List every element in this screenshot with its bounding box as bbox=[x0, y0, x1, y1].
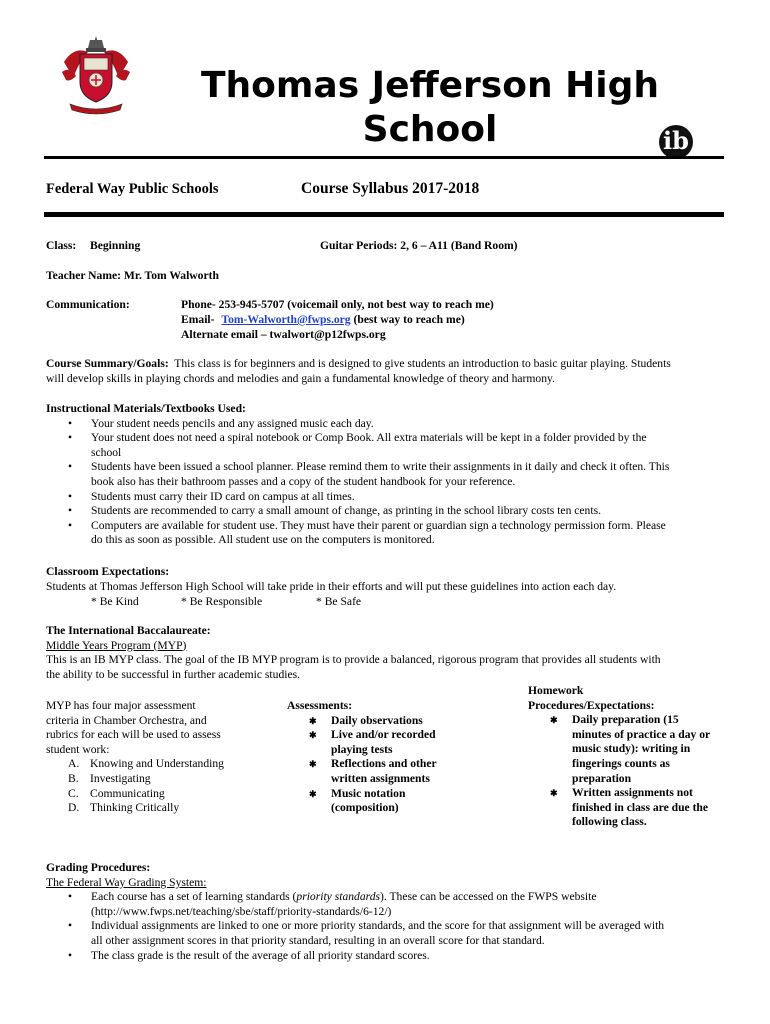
list-item: • Students must carry their ID card on campus at all times. bbox=[68, 489, 355, 503]
course-summary bbox=[46, 357, 736, 386]
star-bullet-icon: ✱ bbox=[309, 730, 317, 741]
list-item: ✱ Music notation (composition) bbox=[309, 786, 406, 815]
bullet-icon: • bbox=[68, 504, 73, 518]
teacher-name: Teacher Name: Mr. Tom Walworth bbox=[46, 269, 219, 282]
page-title-line1: Thomas Jefferson High bbox=[200, 65, 659, 106]
bullet-icon: • bbox=[68, 948, 73, 962]
grading-list bbox=[46, 890, 746, 963]
header-rule-top bbox=[44, 156, 724, 159]
bullet-icon: • bbox=[68, 460, 73, 474]
email-link[interactable]: Tom-Walworth@fwps.org bbox=[221, 313, 351, 326]
list-item: • Computers are available for student use. They must have their parent or guardian sign a technology permission form. Please do this as soon as possible. All student use on the computers is monitored. bbox=[68, 518, 666, 547]
grading-section bbox=[46, 861, 746, 963]
bullet-icon: • bbox=[68, 489, 73, 503]
list-item: ✱ Written assignments not finished in class are due the following class. bbox=[550, 786, 709, 829]
bullet-icon: • bbox=[68, 890, 73, 904]
classroom-line: Students at Thomas Jefferson High School will take pride in their efforts and will put these guidelines into action each day. bbox=[46, 579, 617, 593]
ib-line1: This is an IB MYP class. The goal of the IB MYP program is to provide a balanced, rigorous program that provides all students with bbox=[46, 653, 661, 667]
homework-list bbox=[528, 713, 748, 830]
materials-section bbox=[46, 402, 736, 548]
list-item: • Your student does not need a spiral notebook or Comp Book. All extra materials will be kept in a folder provided by the school bbox=[68, 431, 647, 459]
ib-section bbox=[46, 624, 746, 682]
ib-logo-text: ib bbox=[663, 126, 689, 155]
grading-subheading: The Federal Way Grading System: bbox=[46, 875, 207, 889]
list-item: ✱ Daily observations bbox=[309, 713, 423, 727]
list-item: A. Knowing and Understanding bbox=[68, 757, 224, 771]
communication-email bbox=[181, 313, 465, 328]
list-item: • Each course has a set of learning standards (priority standards). These can be accessed on the FWPS website (http://www.fwps.net/teaching/sbe/staff/priority-standards/6-12/) bbox=[68, 890, 597, 918]
star-bullet-icon: ✱ bbox=[550, 715, 558, 726]
page-title bbox=[160, 64, 700, 152]
homework-heading-line2: Procedures/Expectations: bbox=[528, 698, 655, 712]
email-label: Email- bbox=[181, 313, 215, 326]
list-item: ✱ Reflections and other written assignments bbox=[309, 757, 437, 785]
header-rule-bottom bbox=[44, 212, 724, 217]
classroom-section bbox=[46, 565, 736, 594]
assessments-column bbox=[287, 699, 487, 816]
star-bullet-icon: ✱ bbox=[309, 715, 317, 726]
homework-heading-line1: Homework bbox=[528, 684, 584, 697]
list-item: C. Communicating bbox=[68, 786, 165, 800]
list-item: B. Investigating bbox=[68, 771, 151, 785]
materials-heading: Instructional Materials/Textbooks Used: bbox=[46, 402, 246, 415]
ib-heading: The International Baccalaureate: bbox=[46, 624, 211, 637]
bullet-icon: • bbox=[68, 416, 73, 430]
page-title-line2: School bbox=[362, 109, 498, 150]
homework-column bbox=[528, 684, 748, 830]
list-item: • Individual assignments are linked to one or more priority standards, and the score for that assignment will be averaged with all other assignment scores in that priority standard, resulting in an overall score for that standard. bbox=[68, 919, 665, 947]
list-item: ✱ Live and/or recorded playing tests bbox=[309, 728, 436, 756]
list-item: • Your student needs pencils and any assigned music each day. bbox=[68, 416, 374, 430]
class-periods: Guitar Periods: 2, 6 – A11 (Band Room) bbox=[320, 239, 518, 252]
list-item: • Students have been issued a school planner. Please remind them to write their assignments in it daily and check it often. This book also has their bathroom passes and a copy of the student handbook for your reference. bbox=[68, 460, 670, 488]
list-item: • Students are recommended to carry a small amount of change, as printing in the school library costs ten cents. bbox=[68, 504, 601, 518]
star-bullet-icon: ✱ bbox=[550, 788, 558, 799]
list-item: ✱ Daily preparation (15 minutes of practice a day or music study): writing in fingerings counts as preparation bbox=[550, 713, 711, 785]
class-label: Class: bbox=[46, 239, 77, 252]
myp-criteria-list bbox=[46, 757, 266, 815]
bullet-icon: • bbox=[68, 518, 73, 532]
communication-label: Communication: bbox=[46, 298, 130, 311]
class-value: Beginning bbox=[90, 239, 141, 252]
communication-alt-email: Alternate email – twalwort@p12fwps.org bbox=[181, 328, 386, 341]
ib-line2: the ability to be successful in further academic studies. bbox=[46, 667, 301, 681]
expectation-be-responsible: * Be Responsible bbox=[181, 595, 263, 608]
myp-column: MYP has four major assessment criteria in Chamber Orchestra, and rubrics for each will be used to assess student work: A. Knowing and Understanding B. Investigating C. Communicating D. Thinking Critically bbox=[46, 699, 266, 816]
assessments-heading: Assessments: bbox=[287, 699, 353, 712]
course-summary-line2: will develop skills in playing chords and melodies and gain a fundamental knowledge of theory and harmony. bbox=[46, 371, 555, 385]
ib-logo bbox=[658, 124, 694, 160]
list-item: • The class grade is the result of the average of all priority standard scores. bbox=[68, 948, 430, 962]
course-summary-line1: This class is for beginners and is designed to give students an introduction to basic guitar playing. Students bbox=[174, 357, 671, 370]
grading-heading: Grading Procedures: bbox=[46, 861, 151, 874]
email-note: (best way to reach me) bbox=[353, 313, 465, 326]
ib-subheading: Middle Years Program (MYP) bbox=[46, 638, 187, 652]
list-item: D. Thinking Critically bbox=[68, 801, 180, 815]
course-summary-label: Course Summary/Goals: bbox=[46, 357, 169, 370]
bullet-icon: • bbox=[68, 919, 73, 933]
star-bullet-icon: ✱ bbox=[309, 759, 317, 770]
bullet-icon: • bbox=[68, 431, 73, 445]
school-crest-logo bbox=[60, 36, 132, 116]
assessments-list bbox=[287, 714, 487, 816]
classroom-heading: Classroom Expectations: bbox=[46, 565, 170, 578]
expectation-be-kind: * Be Kind bbox=[91, 595, 139, 608]
district-name: Federal Way Public Schools bbox=[46, 181, 219, 197]
materials-list bbox=[46, 417, 736, 548]
syllabus-title: Course Syllabus 2017-2018 bbox=[301, 180, 480, 197]
star-bullet-icon: ✱ bbox=[309, 788, 317, 799]
communication-phone: Phone- 253-945-5707 (voicemail only, not best way to reach me) bbox=[181, 298, 494, 311]
expectation-be-safe: * Be Safe bbox=[316, 595, 362, 608]
